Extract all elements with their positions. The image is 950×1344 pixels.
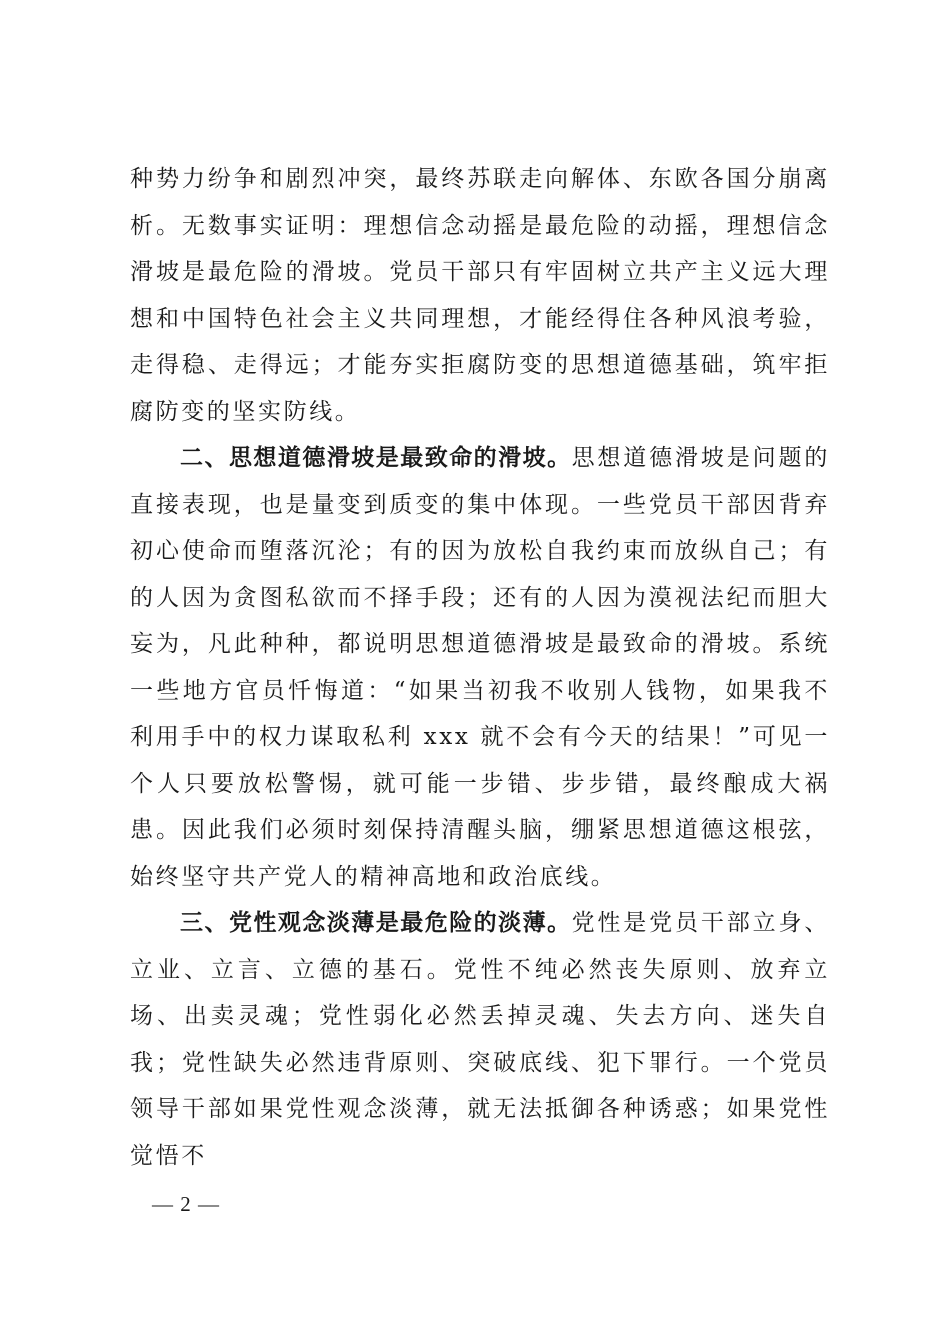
- document-body: [130, 156, 830, 1179]
- section-heading-3: 三、党性观念淡薄是最危险的淡薄。: [180, 910, 572, 936]
- paragraph-3-text: 党性是党员干部立身、立业、立言、立德的基石。党性不纯必然丧失原则、放弃立场、出卖灵魂；党性弱化必然丢掉灵魂、失去方向、迷失自我；党性缺失必然违背原则、突破底线、犯下罪行。一个党员领导干部如果党性观念淡薄，就无法抵御各种诱惑；如果党性觉悟不: [130, 910, 831, 1169]
- paragraph-1-text: 种势力纷争和剧烈冲突，最终苏联走向解体、东欧各国分崩离析。无数事实证明：理想信念动摇是最危险的动摇，理想信念滑坡是最危险的滑坡。党员干部只有牢固树立共产主义远大理想和中国特色社会主义共同理想，才能经得住各种风浪考验，走得稳、走得远；才能夯实拒腐防变的思想道德基础，筑牢拒腐防变的坚实防线。: [130, 166, 830, 425]
- paragraph-2: [130, 435, 830, 900]
- page-number: — 2 —: [152, 1192, 220, 1216]
- section-heading-2: 二、思想道德滑坡是最致命的滑坡。: [180, 445, 572, 471]
- paragraph-1: [130, 156, 830, 435]
- paragraph-2-text: 思想道德滑坡是问题的直接表现，也是量变到质变的集中体现。一些党员干部因背弃初心使命而堕落沉沦；有的因为放松自我约束而放纵自己；有的人因为贪图私欲而不择手段；还有的人因为漠视法纪而胆大妄为，凡此种种，都说明思想道德滑坡是最致命的滑坡。系统一些地方官员忏悔道：“如果当初我不收别人钱物，如果我不利用手中的权力谋取私利 xxx 就不会有今天的结果！”可见一个人只要放松警惕，就可能一步错、步步错，最终酿成大祸患。因此我们必须时刻保持清醒头脑，绷紧思想道德这根弦，始终坚守共产党人的精神高地和政治底线。: [130, 445, 831, 890]
- paragraph-3: [130, 900, 830, 1179]
